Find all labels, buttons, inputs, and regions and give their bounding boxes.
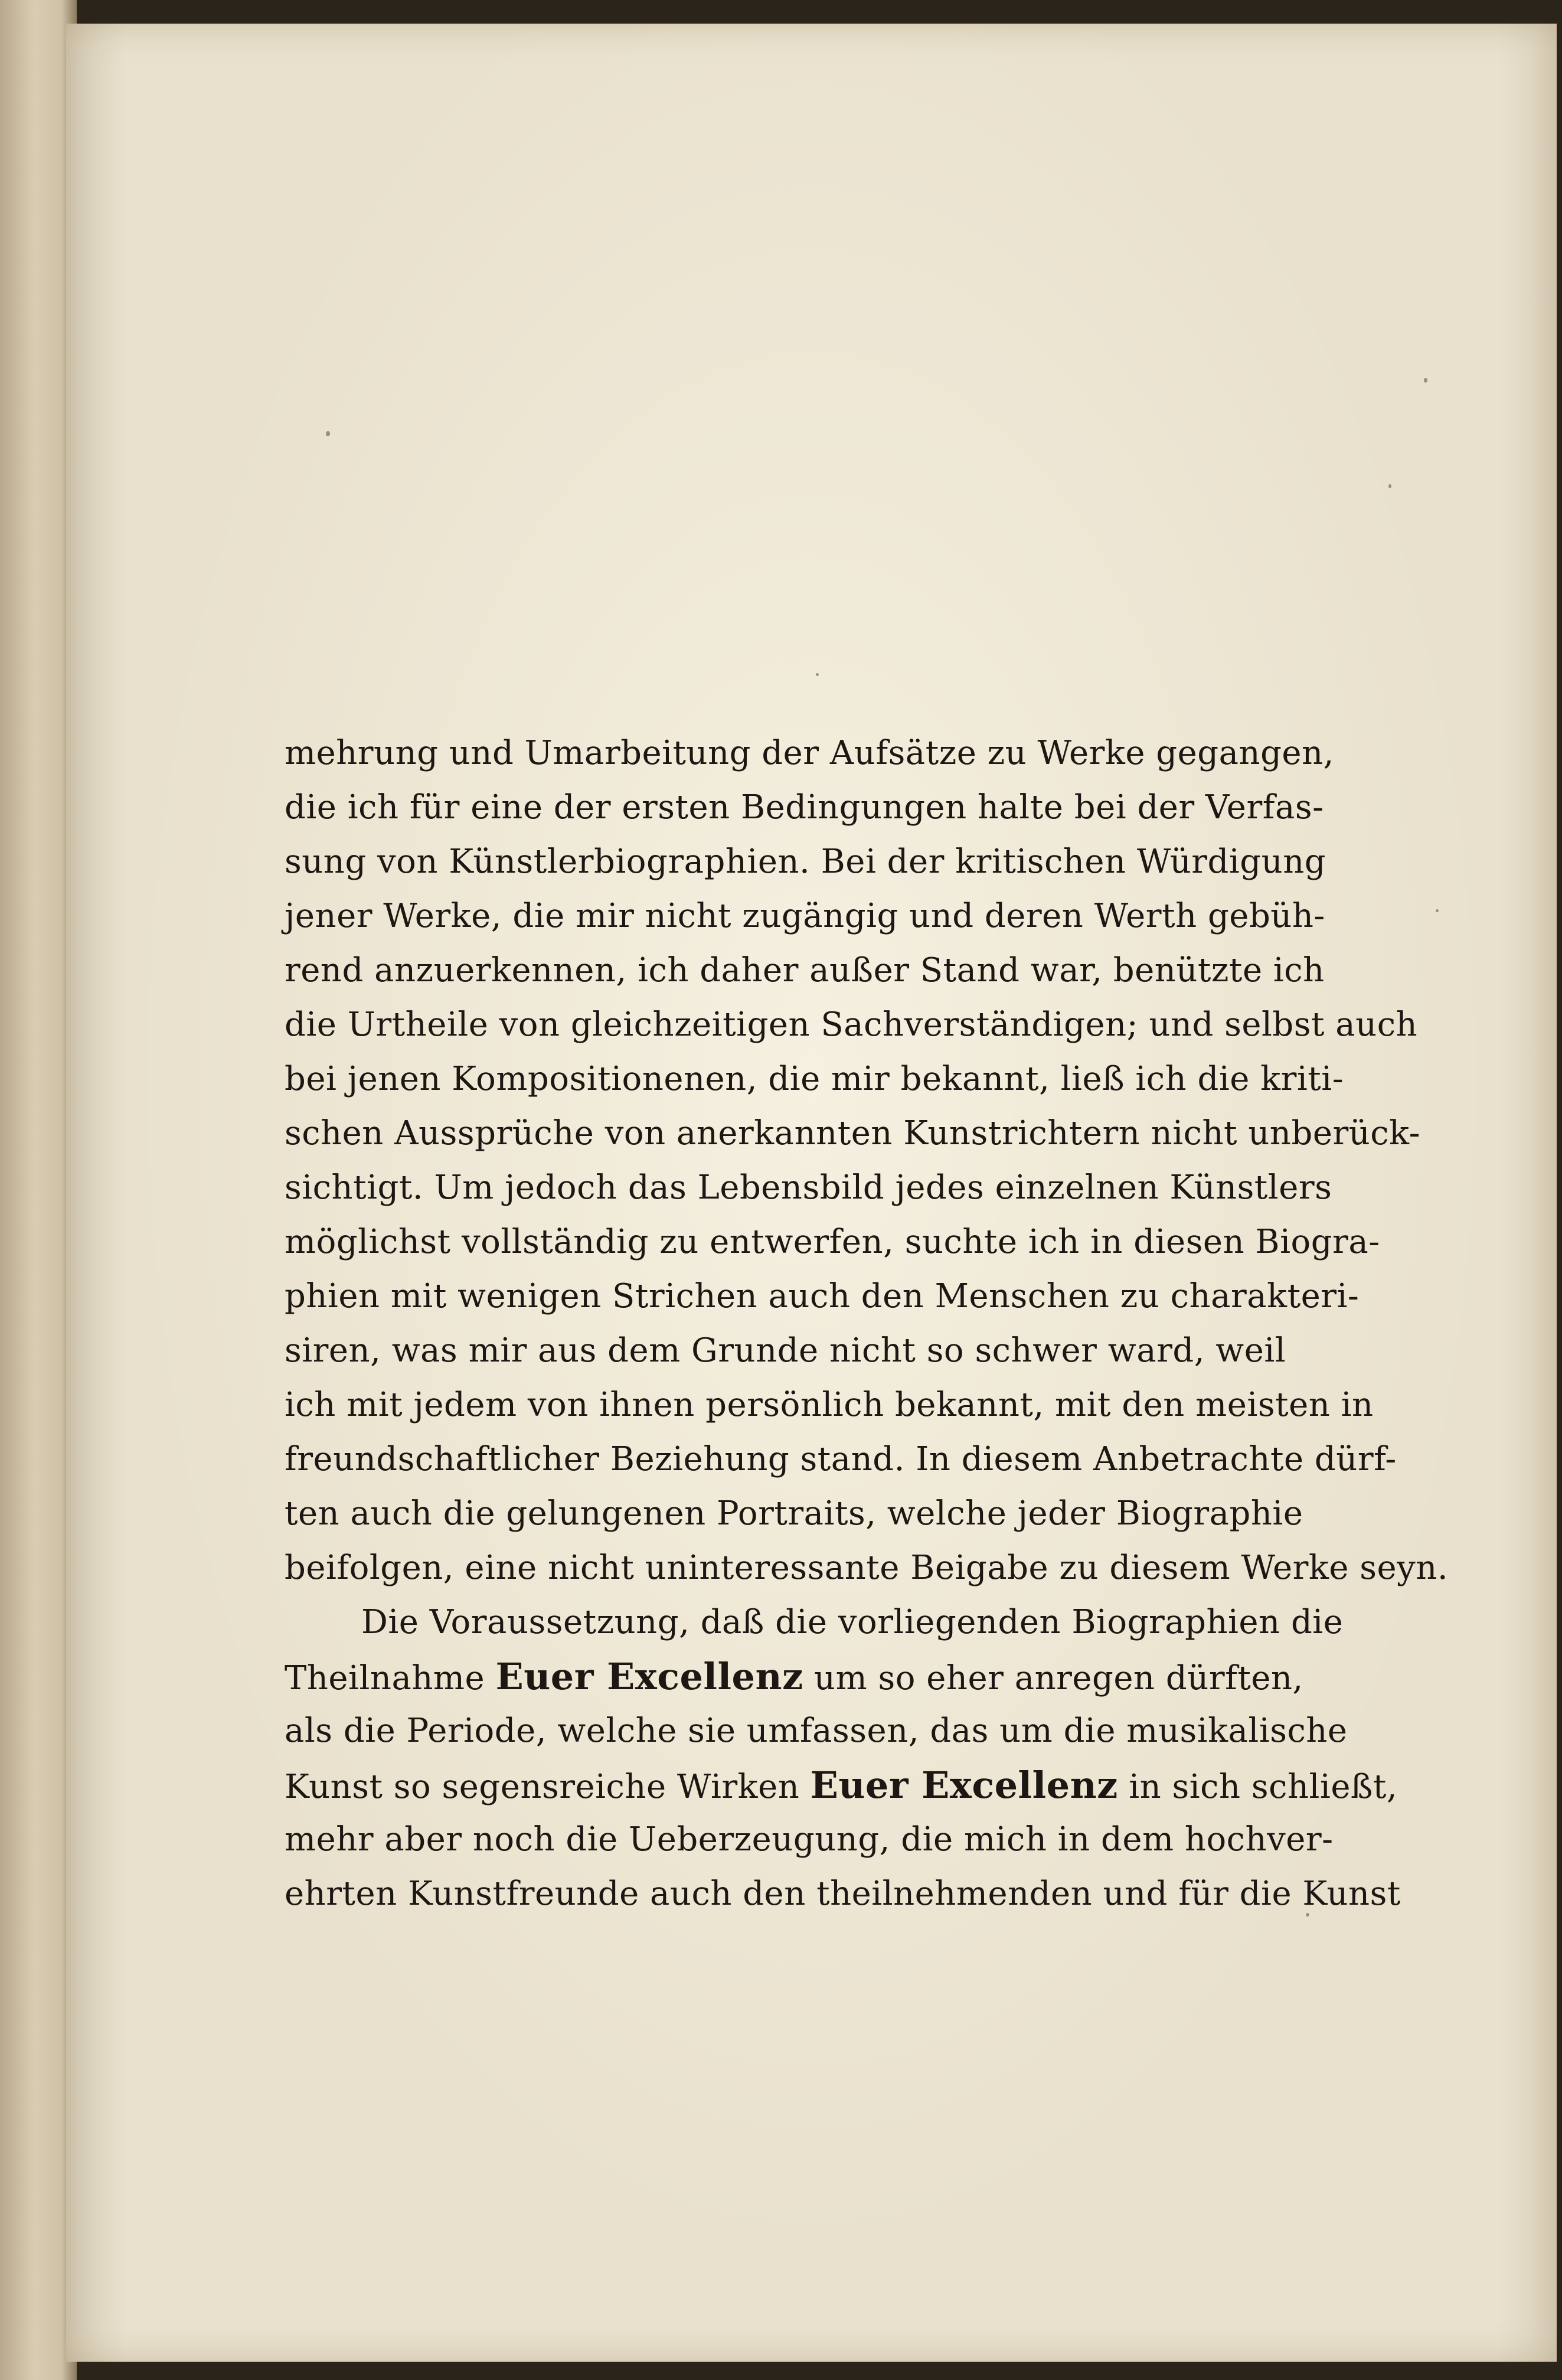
honorific-emphasis: Euer Excellenz — [495, 1655, 803, 1698]
honorific-emphasis: Euer Excellenz — [810, 1764, 1118, 1807]
text-fragment: Kunst so segensreiche Wirken — [285, 1768, 811, 1806]
left-page-edge — [0, 0, 77, 2380]
text-line: sichtigt. Um jedoch das Lebensbild jedes einzelnen Künstlers — [285, 1168, 1332, 1207]
text-line: ten auch die gelungenen Portraits, welche jeder Biographie — [285, 1494, 1303, 1533]
text-line: mehrung und Umarbeitung der Aufsätze zu Werke gegangen, — [285, 734, 1334, 772]
paper-speck — [1388, 484, 1391, 488]
text-line — [285, 1650, 1303, 1704]
paper-speck — [816, 673, 819, 676]
paper-speck — [1436, 909, 1439, 912]
text-line: phien mit wenigen Strichen auch den Menschen zu charakteri- — [285, 1277, 1360, 1315]
text-line: bei jenen Kompositionenen, die mir bekannt, ließ ich die kriti- — [285, 1060, 1344, 1098]
text-line: beifolgen, eine nicht uninteressante Beigabe zu diesem Werke seyn. — [285, 1549, 1449, 1587]
text-line: jener Werke, die mir nicht zugängig und deren Werth gebüh- — [285, 897, 1325, 935]
text-fragment: in sich schließt, — [1117, 1768, 1398, 1806]
text-line: rend anzuerkennen, ich daher außer Stand war, benützte ich — [285, 951, 1325, 990]
text-fragment: um so eher anregen dürften, — [803, 1659, 1303, 1697]
text-line — [285, 1758, 1398, 1813]
text-line: als die Periode, welche sie umfassen, das um die musikalische — [285, 1712, 1348, 1750]
paper-speck — [326, 431, 330, 436]
text-line: siren, was mir aus dem Grunde nicht so schwer ward, weil — [285, 1331, 1286, 1370]
text-line: möglichst vollständig zu entwerfen, suchte ich in diesen Biogra- — [285, 1223, 1380, 1261]
paper-speck — [1306, 1913, 1309, 1917]
paper-speck — [1424, 378, 1427, 383]
text-line: mehr aber noch die Ueberzeugung, die mich in dem hochver- — [285, 1820, 1334, 1859]
text-line: ehrten Kunstfreunde auch den theilnehmenden und für die Kunst — [285, 1875, 1401, 1913]
text-line: die ich für eine der ersten Bedingungen halte bei der Verfas- — [285, 788, 1324, 827]
text-line: die Urtheile von gleichzeitigen Sachverständigen; und selbst auch — [285, 1005, 1418, 1044]
text-line: sung von Künstlerbiographien. Bei der kritischen Würdigung — [285, 843, 1326, 881]
body-text — [285, 726, 1449, 1921]
text-line: freundschaftlicher Beziehung stand. In diesem Anbetrachte dürf- — [285, 1440, 1397, 1478]
text-line: ich mit jedem von ihnen persönlich bekannt, mit den meisten in — [285, 1386, 1374, 1424]
text-line: Die Voraussetzung, daß die vorliegenden Biographien die — [361, 1603, 1344, 1641]
text-fragment: Theilnahme — [285, 1659, 496, 1697]
text-line: schen Aussprüche von anerkannten Kunstrichtern nicht unberück- — [285, 1114, 1421, 1153]
